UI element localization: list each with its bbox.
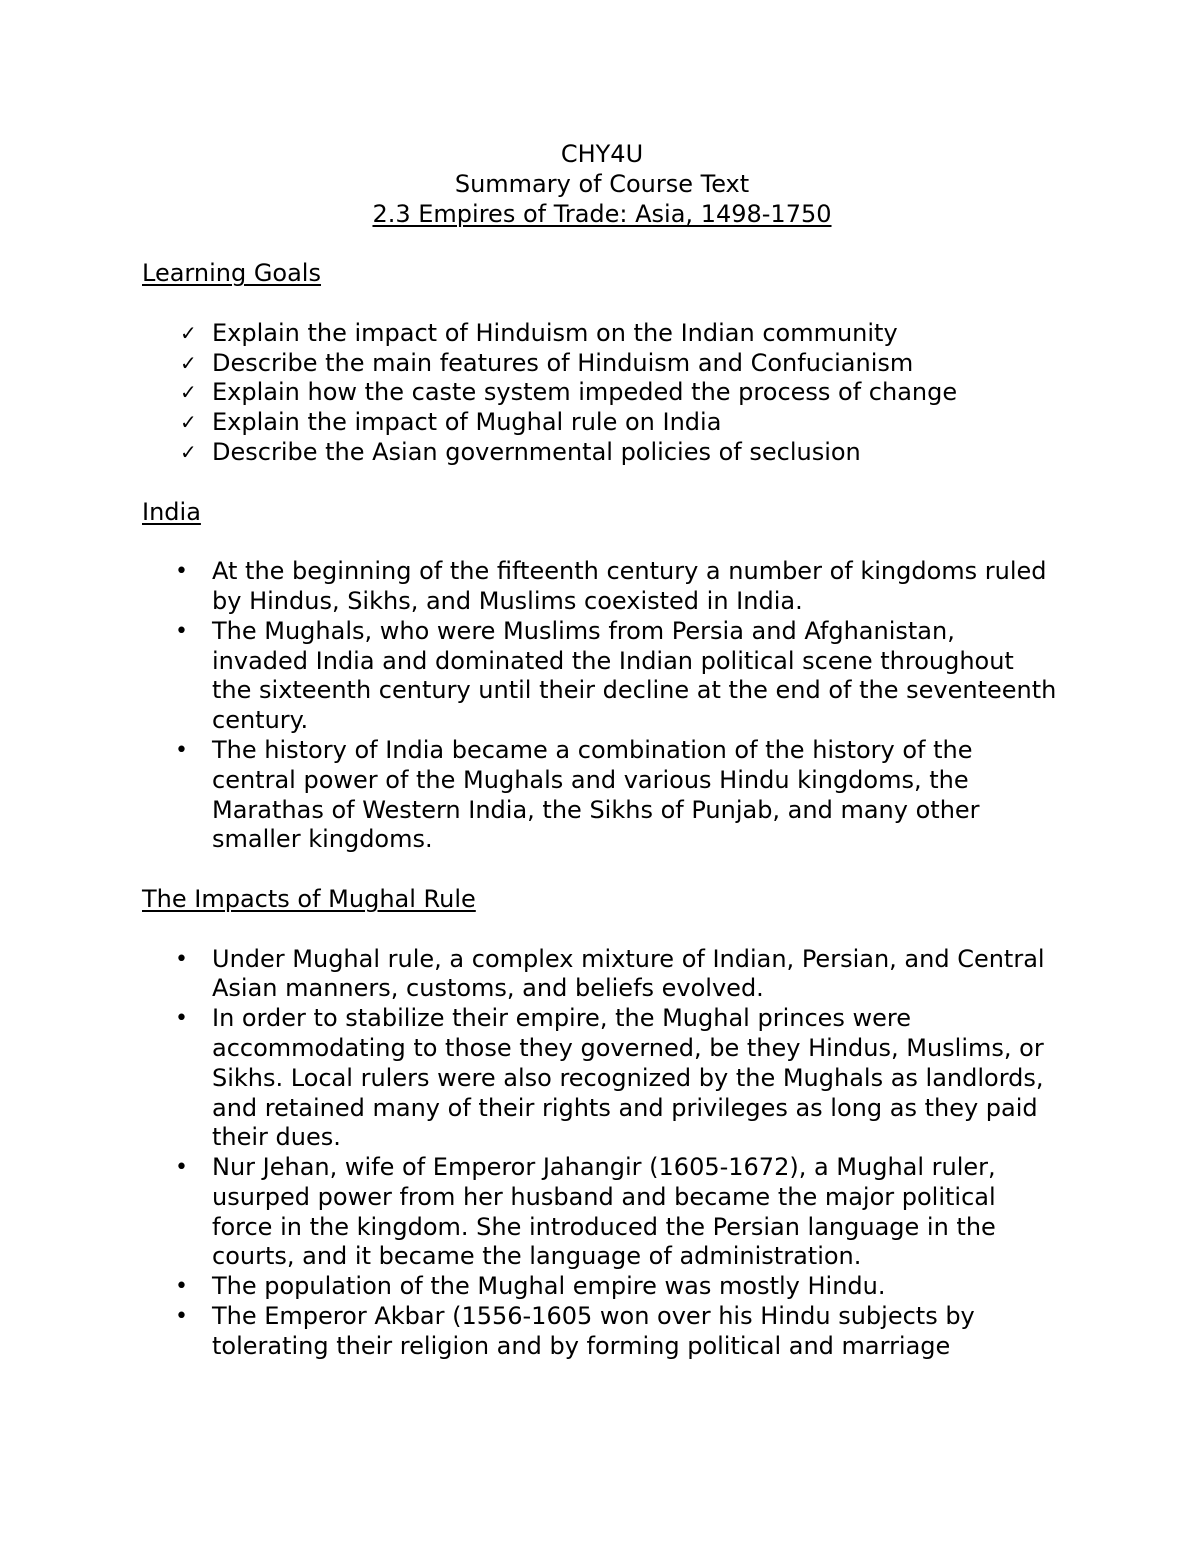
india-item-text: At the beginning of the fifteenth century a number of kingdoms ruled by Hindus, Sikhs, and Muslims coexisted in India. — [212, 557, 1047, 615]
mughal-rule-list-item — [142, 1302, 1057, 1362]
checkmark-icon: ✓ — [180, 350, 197, 375]
mughal-rule-heading-text: The Impacts of Mughal Rule — [142, 884, 476, 913]
checkmark-icon: ✓ — [180, 439, 197, 464]
bullet-icon: • — [175, 1274, 188, 1300]
learning-goal-item — [142, 438, 1057, 468]
document-subtitle: Summary of Course Text — [454, 169, 750, 198]
learning-goals-list — [142, 319, 1062, 468]
india-list — [142, 557, 1062, 855]
spacer — [142, 289, 1062, 319]
bullet-icon: • — [175, 946, 188, 972]
india-heading-text: India — [142, 497, 201, 526]
learning-goals-heading — [142, 259, 1062, 289]
checkmark-icon: ✓ — [180, 320, 197, 345]
mughal-rule-list-item — [142, 1004, 1057, 1153]
learning-goal-text: Describe the main features of Hinduism and Confucianism — [212, 348, 914, 377]
learning-goal-text: Explain the impact of Hinduism on the Indian community — [212, 318, 898, 347]
india-list-item — [142, 617, 1057, 736]
india-list-item — [142, 557, 1057, 617]
mughal-rule-list-item — [142, 1153, 1057, 1272]
bullet-icon: • — [175, 618, 188, 644]
india-item-text: The Mughals, who were Muslims from Persia and Afghanistan, invaded India and dominated the Indian political scene throughout the sixteenth century until their decline at the end of the seventeenth century. — [212, 616, 1057, 735]
learning-goal-item — [142, 349, 1057, 379]
mughal-rule-list — [142, 945, 1062, 1362]
bullet-icon: • — [175, 1155, 188, 1181]
bullet-icon: • — [175, 1006, 188, 1032]
document-header — [140, 140, 1064, 229]
spacer — [142, 229, 1062, 259]
checkmark-icon: ✓ — [180, 380, 197, 405]
mughal-rule-item-text: Under Mughal rule, a complex mixture of Indian, Persian, and Central Asian manners, customs, and beliefs evolved. — [212, 944, 1045, 1003]
unit-title — [140, 200, 1064, 230]
learning-goal-text: Explain the impact of Mughal rule on India — [212, 408, 722, 437]
spacer — [142, 915, 1062, 945]
document-page — [142, 140, 1062, 1362]
india-list-item — [142, 736, 1057, 855]
bullet-icon: • — [175, 1304, 188, 1330]
learning-goal-item — [142, 378, 1057, 408]
spacer — [142, 468, 1062, 498]
bullet-icon: • — [175, 737, 188, 763]
checkmark-icon: ✓ — [180, 410, 197, 435]
mughal-rule-item-text: The Emperor Akbar (1556-1605 won over his Hindu subjects by tolerating their religion and by forming political and marriage — [212, 1302, 975, 1360]
spacer — [142, 855, 1062, 885]
mughal-rule-list-item — [142, 945, 1057, 1005]
unit-title-text: 2.3 Empires of Trade: Asia, 1498-1750 — [372, 199, 832, 228]
mughal-rule-list-item — [142, 1272, 1057, 1302]
course-code: CHY4U — [560, 140, 644, 168]
learning-goal-text: Describe the Asian governmental policies of seclusion — [212, 437, 861, 466]
learning-goals-heading-text: Learning Goals — [142, 259, 321, 288]
learning-goal-item — [142, 408, 1057, 438]
learning-goal-item — [142, 319, 1057, 349]
mughal-rule-item-text: Nur Jehan, wife of Emperor Jahangir (1605-1672), a Mughal ruler, usurped power from her husband and became the major political force in the kingdom. She introduced the Persian language in the courts, and it became the language of administration. — [212, 1153, 996, 1271]
mughal-rule-heading — [142, 885, 1062, 915]
india-heading — [142, 498, 1062, 528]
spacer — [142, 527, 1062, 557]
india-item-text: The history of India became a combination of the history of the central power of the Mughals and various Hindu kingdoms, the Marathas of Western India, the Sikhs of Punjab, and many other smaller kingdoms. — [212, 735, 980, 854]
mughal-rule-item-text: The population of the Mughal empire was mostly Hindu. — [212, 1272, 886, 1301]
learning-goal-text: Explain how the caste system impeded the process of change — [212, 378, 958, 407]
bullet-icon: • — [175, 559, 188, 585]
mughal-rule-item-text: In order to stabilize their empire, the Mughal princes were accommodating to those they governed, be they Hindus, Muslims, or Sikhs. Local rulers were also recognized by the Mughals as landlords, and retained many of their rights and privileges as long as they paid their dues. — [212, 1004, 1044, 1152]
